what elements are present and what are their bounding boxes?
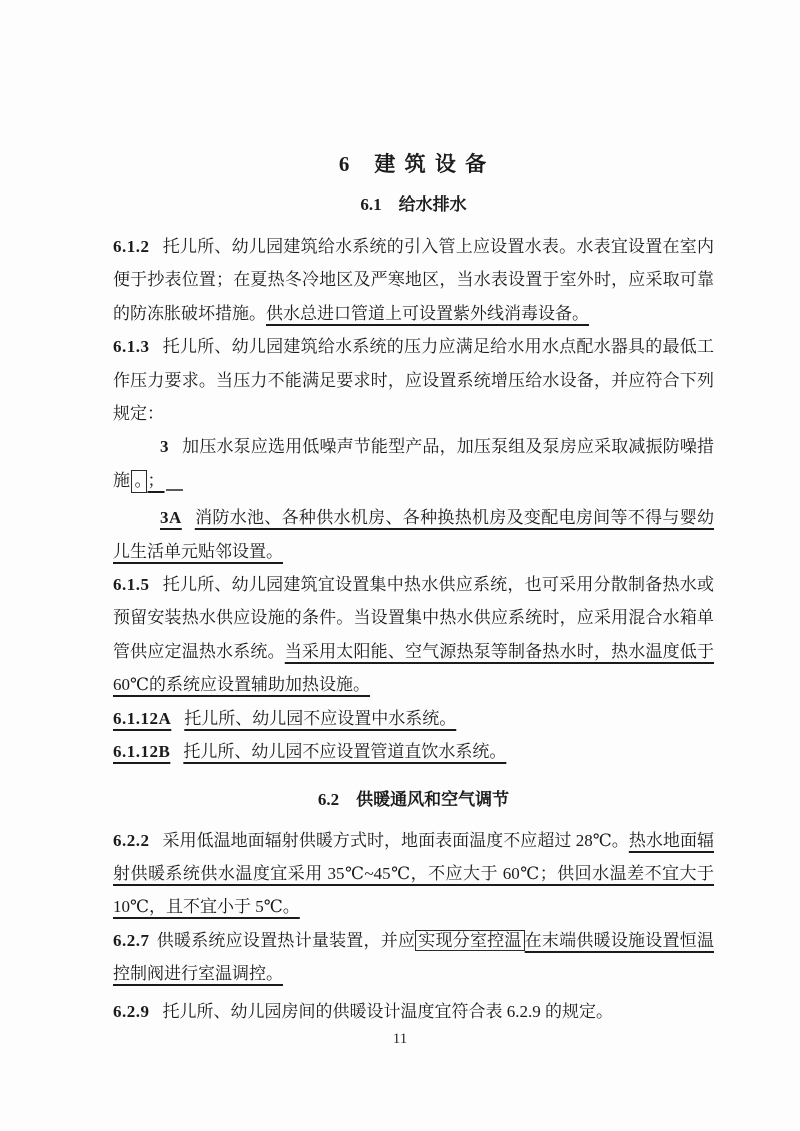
clause-6-1-3 [113,330,714,430]
clause-text: 采用低温地面辐射供暖方式时，地面表面温度不应超过 28℃。 [162,830,629,850]
clause-number: 6.1.2 [113,237,150,256]
clause-number: 6.1.12A [113,708,172,728]
clause-number: 6.1.5 [113,575,150,595]
clause-number: 6.1.12B [113,742,171,762]
inserted-clause [113,742,506,761]
clause-6-1-2 [113,230,714,330]
section-6-1-title: 6.1 给水排水 [360,195,467,214]
clause-text: 托儿所、幼儿园不应设置管道直饮水系统。 [183,742,507,762]
clause-text: 供暖系统应设置热计量装置，并应 [156,930,416,950]
clause-text: 托儿所、幼儿园不应设置中水系统。 [184,708,457,728]
item-text: 加压水泵应选用低噪声节能型产品，加压泵组及泵房应采取减振防噪措施 [113,437,714,490]
page-content [113,150,714,1028]
clause-item-3 [113,430,714,497]
inserted-text: 热水地面辐射供暖系统供水温度宜采用 35℃~45℃，不应大于 60℃；供回水温差不宜大于 10℃，且不宜小于 5℃。 [113,830,714,917]
clause-item-3a [113,501,714,568]
clause-text: 托儿所、幼儿园房间的供暖设计温度宜符合表 6.2.9 的规定。 [162,1001,613,1021]
clause-6-2-9 [113,995,714,1028]
clause-6-1-5 [113,568,714,702]
item-text: 消防水池、各种供水机房、各种换热机房及变配电房间等不得与婴幼儿生活单元贴邻设置。 [113,508,714,561]
deleted-text-box: 实现分室控温 [415,930,524,951]
inserted-text: 当采用太阳能、空气源热泵等制备热水时，热水温度低于 60℃的系统应设置辅助加热设施。 [113,641,714,695]
inserted-item [113,508,714,560]
page-number: 11 [392,1031,408,1047]
item-number: 3 [160,437,169,457]
clause-text: 托儿所、幼儿园建筑宜设置集中热水供应系统，也可采用分散制备热水或预留安装热水供应设施的条件。当设置集中热水供应系统时，应采用混合水箱单管供应定温热水系统。 [113,575,714,661]
inserted-text: ； [147,470,165,490]
clause-6-1-12a [113,702,714,735]
chapter-title: 6 建 筑 设 备 [338,152,489,176]
section-6-2-title: 6.2 供暖通风和空气调节 [317,789,510,809]
clause-number: 6.2.9 [113,1001,150,1021]
clause-6-1-12b [113,735,714,768]
clause-number: 6.1.3 [113,337,150,357]
item-number: 3A [160,508,182,528]
deleted-text-box: 。 [131,470,147,493]
clause-6-2-7 [113,924,714,991]
clause-number: 6.2.7 [113,930,150,950]
clause-number: 6.2.2 [113,830,150,850]
clause-text: 托儿所、幼儿园建筑给水系统的压力应满足给水用水点配水器具的最低工作压力要求。当压力不能满足要求时，应设置系统增压给水设备，并应符合下列规定： [113,337,714,424]
inserted-text: 在末端供暖设施设置恒温控制阀进行室温调控。 [113,930,714,984]
clause-6-2-2 [113,824,714,924]
inserted-text: 供水总进口管道上可设置紫外线消毒设备。 [266,303,589,323]
underline-tail-mark [166,489,183,491]
inserted-clause [113,709,456,728]
clause-text: 托儿所、幼儿园建筑给水系统的引入管上应设置水表。水表宜设置在室内便于抄表位置；在夏热冬冷地区及严寒地区，当水表设置于室外时，应采取可靠的防冻胀破坏措施。 [113,237,714,323]
